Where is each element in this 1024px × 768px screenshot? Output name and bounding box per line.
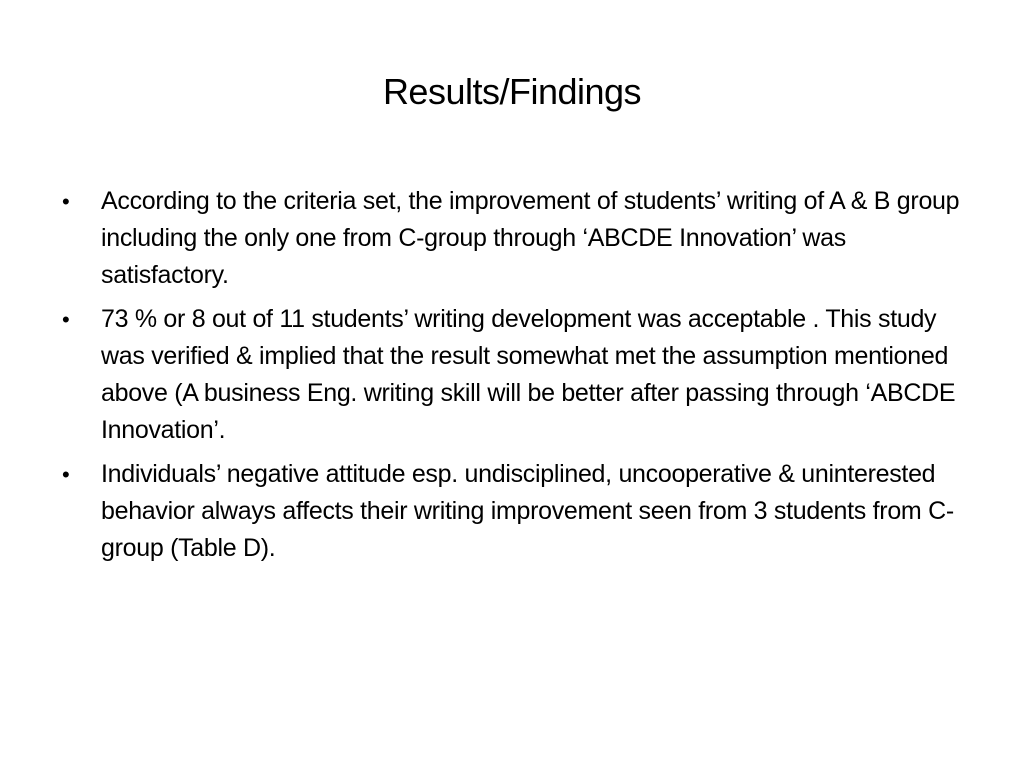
bullet-icon: •: [62, 462, 70, 487]
bullet-icon: •: [62, 189, 70, 214]
bullet-text: Individuals’ negative attitude esp. undisciplined, uncooperative & uninterested behavior always affects their writing improvement seen from 3 students from C-group (Table D).: [101, 460, 954, 562]
bullet-item-1: [62, 183, 972, 294]
bullet-list: [62, 183, 972, 574]
bullet-item-3: [62, 456, 972, 567]
bullet-item-2: [62, 301, 972, 449]
slide-title: Results/Findings: [382, 71, 642, 112]
bullet-text: 73 % or 8 out of 11 students’ writing development was acceptable . This study was verified & implied that the result somewhat met the assumption mentioned above (A business Eng. writing skill will be better after passing through ‘ABCDE Innovation’.: [101, 305, 956, 444]
bullet-icon: •: [62, 307, 70, 332]
bullet-text: According to the criteria set, the improvement of students’ writing of A & B group including the only one from C-group through ‘ABCDE Innovation’ was satisfactory.: [101, 187, 960, 289]
